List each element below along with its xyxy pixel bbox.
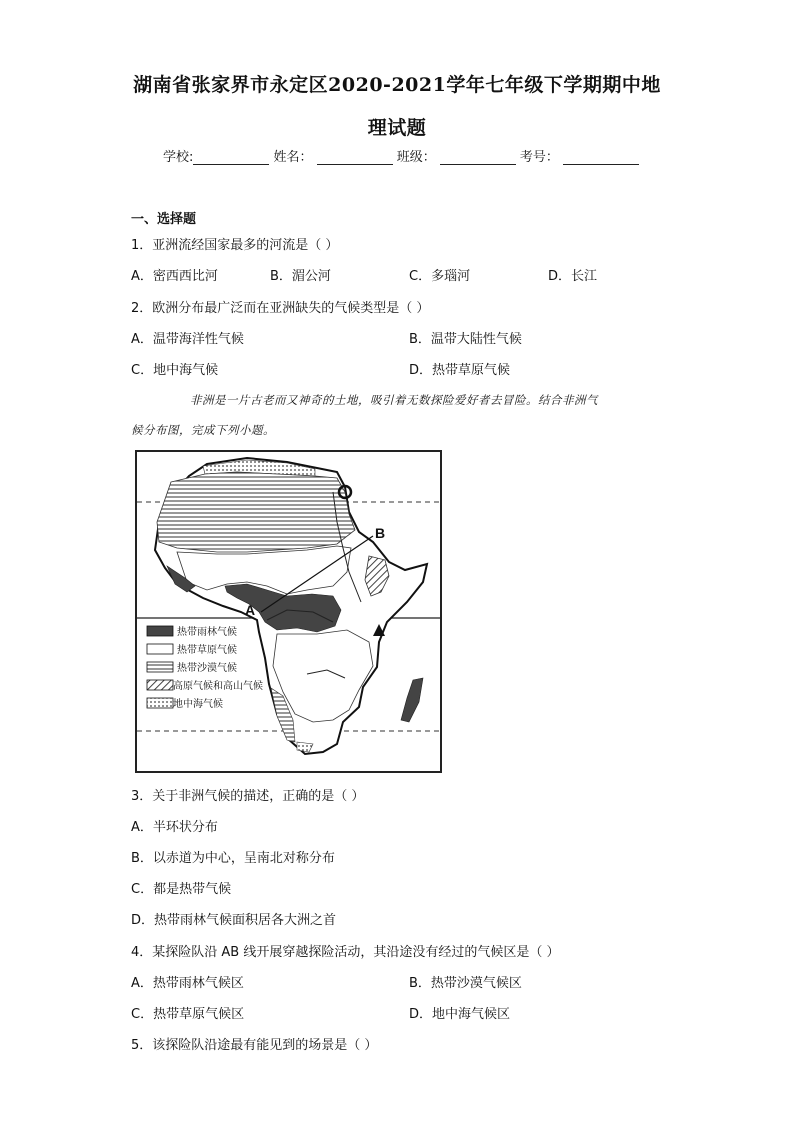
intro-line1: 非洲是一片古老而又神奇的土地，吸引着无数探险爱好者去冒险。结合非洲气 [190, 393, 598, 407]
q2-option-d[interactable]: D．热带草原气候 [409, 363, 511, 378]
legend-swatch-highland [147, 680, 173, 690]
point-a-label: A [245, 602, 256, 618]
page-title-line2: 理试题 [367, 117, 427, 139]
legend-label-mediterranean: 地中海气候 [173, 699, 223, 710]
q4-option-b[interactable]: B．热带沙漠气候区 [409, 976, 522, 991]
q1-option-b[interactable]: B．湄公河 [270, 269, 331, 284]
q3-stem: 3．关于非洲气候的描述，正确的是（ ） [131, 789, 365, 804]
q4-option-d[interactable]: D．地中海气候区 [409, 1007, 511, 1022]
q3-option-a[interactable]: A．半环状分布 [131, 820, 218, 835]
q4-option-a[interactable]: A．热带雨林气候区 [131, 976, 244, 991]
legend-swatch-savanna [147, 644, 173, 654]
student-info-row [163, 146, 639, 165]
q3-option-b[interactable]: B．以赤道为中心，呈南北对称分布 [131, 851, 335, 866]
q4-stem: 4．某探险队沿 AB 线开展穿越探险活动，其沿途没有经过的气候区是（ ） [131, 945, 560, 960]
exam-number-label: 考号： [519, 150, 559, 165]
q4-option-c[interactable]: C．热带草原气候区 [131, 1007, 245, 1022]
exam-number-field[interactable] [563, 150, 639, 165]
class-field[interactable] [440, 150, 516, 165]
africa-climate-map [135, 450, 442, 773]
q3-option-c[interactable]: C．都是热带气候 [131, 882, 232, 897]
intro-line2: 候分布图，完成下列小题。 [131, 423, 275, 437]
name-field[interactable] [317, 150, 393, 165]
q1-stem: 1．亚洲流经国家最多的河流是（ ） [131, 238, 339, 253]
q2-option-b[interactable]: B．温带大陆性气候 [409, 332, 522, 347]
school-field[interactable] [193, 150, 269, 165]
section-title: 一、选择题 [131, 212, 197, 227]
legend-label-savanna: 热带草原气候 [177, 645, 237, 656]
rainforest-madagascar-region [401, 678, 423, 722]
legend-label-rainforest: 热带雨林气候 [177, 627, 237, 638]
legend-swatch-mediterranean [147, 698, 173, 708]
sahara-desert-region [157, 472, 355, 552]
legend-label-desert: 热带沙漠气候 [177, 663, 237, 674]
q5-stem: 5．该探险队沿途最有能见到的场景是（ ） [131, 1038, 378, 1053]
name-label: 姓名： [273, 150, 313, 165]
school-label: 学校: [163, 150, 194, 165]
legend-swatch-rainforest [147, 626, 173, 636]
q2-stem: 2．欧洲分布最广泛而在亚洲缺失的气候类型是（ ） [131, 301, 430, 316]
q3-option-d[interactable]: D．热带雨林气候面积居各大洲之首 [131, 913, 337, 928]
q1-option-a[interactable]: A．密西西比河 [131, 269, 218, 284]
page-title-line1: 湖南省张家界市永定区2020-2021学年七年级下学期期中地 [133, 74, 661, 96]
legend-swatch-desert [147, 662, 173, 672]
class-label: 班级： [396, 150, 436, 165]
q1-option-c[interactable]: C．多瑙河 [409, 269, 471, 284]
q2-option-c[interactable]: C．地中海气候 [131, 363, 219, 378]
q1-option-d[interactable]: D．长江 [548, 269, 598, 284]
legend-label-highland: 高原气候和高山气候 [173, 681, 263, 692]
q2-option-a[interactable]: A．温带海洋性气候 [131, 332, 244, 347]
map-legend [147, 625, 263, 710]
point-b-label: B [375, 525, 386, 541]
